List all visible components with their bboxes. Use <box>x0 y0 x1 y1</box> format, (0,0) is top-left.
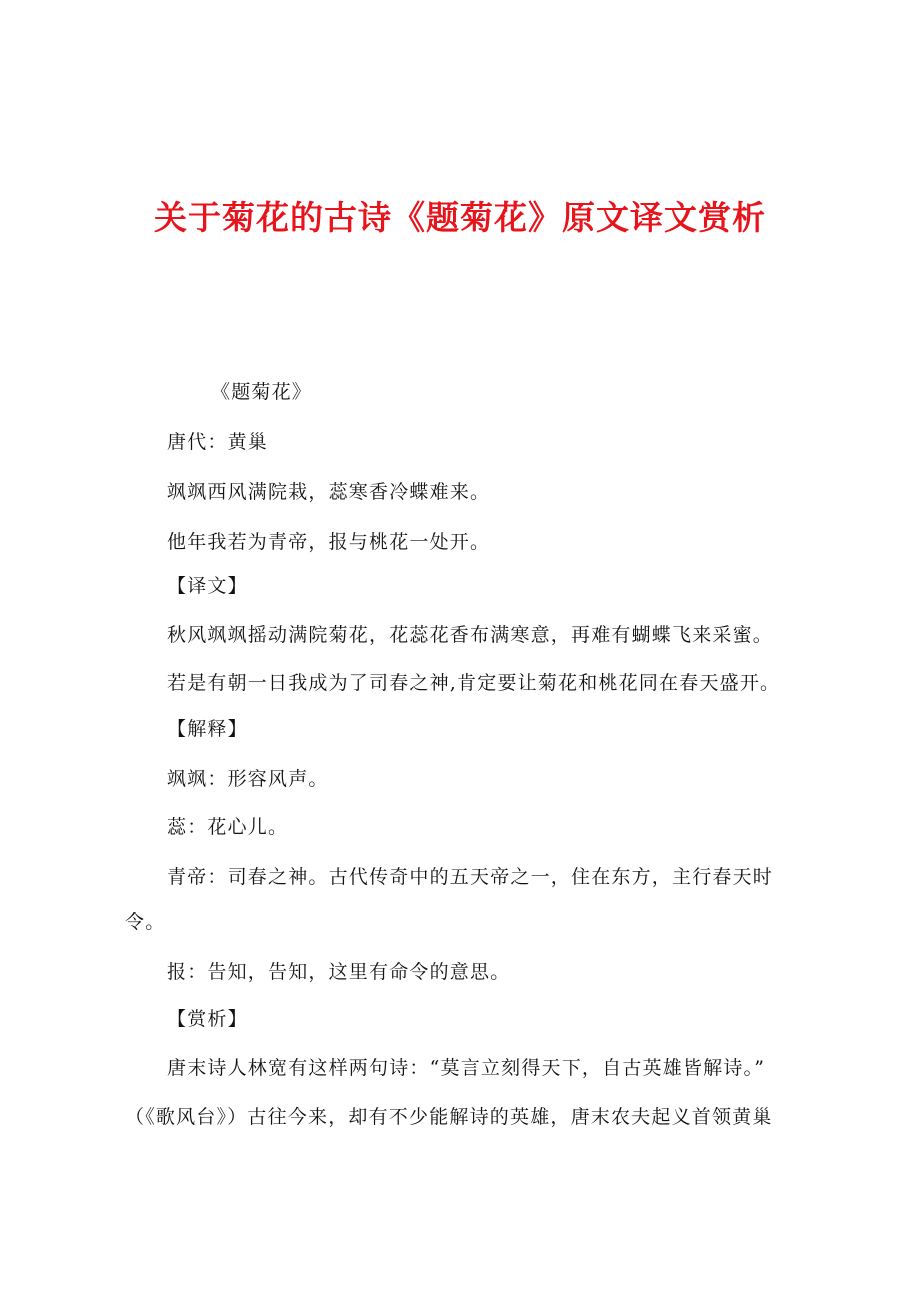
appreciation-paragraph: 唐末诗人林宽有这样两句诗：“莫言立刻得天下，自古英雄皆解诗。” <box>167 1057 766 1079</box>
explanation-item-4: 报：告知，告知，这里有命令的意思。 <box>167 961 511 983</box>
poem-author: 唐代：黄巢 <box>167 431 269 453</box>
appreciation-paragraph-continued: （《歌风台》）古往今来，却有不少能解诗的英雄，唐末农夫起义首领黄巢 <box>125 1106 773 1128</box>
appreciation-heading: 【赏析】 <box>167 1008 248 1030</box>
explanation-heading: 【解释】 <box>167 718 248 740</box>
explanation-item-1: 飒飒：形容风声。 <box>167 768 329 790</box>
poem-verse-2: 他年我若为青帝，报与桃花一处开。 <box>167 531 491 553</box>
document-title: 关于菊花的古诗《题菊花》原文译文赏析 <box>154 198 766 237</box>
poem-name: 《题菊花》 <box>211 381 313 403</box>
explanation-item-3-continued: 令。 <box>125 911 166 933</box>
translation-line-2: 若是有朝一日我成为了司春之神,肯定要让菊花和桃花同在春天盛开。 <box>167 672 781 694</box>
explanation-item-3: 青帝：司春之神。古代传奇中的五天帝之一，住在东方，主行春天时 <box>167 866 774 888</box>
poem-verse-1: 飒飒西风满院栽，蕊寒香冷蝶难来。 <box>167 481 491 503</box>
translation-line-1: 秋风飒飒摇动满院菊花，花蕊花香布满寒意，再难有蝴蝶飞来采蜜。 <box>167 624 774 646</box>
translation-heading: 【译文】 <box>167 575 248 597</box>
explanation-item-2: 蕊：花心儿。 <box>167 816 289 838</box>
